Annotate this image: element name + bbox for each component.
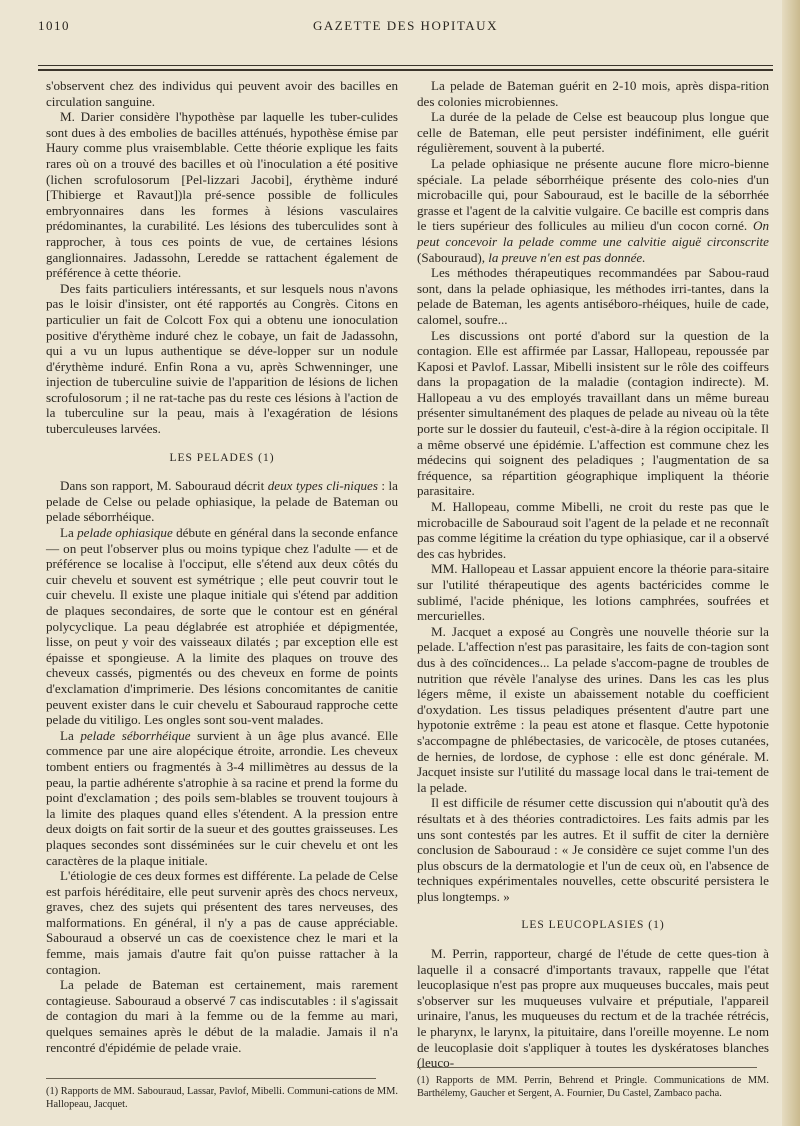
paragraph: s'observent chez des individus qui peuvent avoir des bacilles en circulation sanguine. [46,78,398,109]
footnote-right: (1) Rapports de MM. Perrin, Behrend et Pringle. Communications de MM. Barthélemy, Gaucher et Sergent, A. Fournier, Du Castel, Zambaco pacha. [417,1075,769,1099]
paragraph: M. Darier considère l'hypothèse par laquelle les tuber-culides sont dues à des embolies de bacilles atténués, hypothèse émise par Haury comme plus vraisemblable. Cette théorie explique les faits rares où on a trouvé des bacilles et où l'inoculation a été positive (lichen scrofulosorum [Pel-lizzari Jacobi], érythème induré [Thibierge et Ravaut])la pré-sence possible de follicules embryonnaires dans les formes à lésions vasculaires prédominantes, la curabilité. Les lésions des tuberculides sont à rapprocher, à tous ces points de vue, de certaines lésions ganglionnaires. Jadassohn, Leredde se rattachent également de préférence à cette théorie. [46,109,398,281]
page-header [38,18,773,40]
paragraph: Les méthodes thérapeutiques recommandées par Sabou-raud sont, dans la pelade ophiasique, les méthodes irri-tantes, dans la pelade de Bateman, les agents antiséboro-rhéiques, huile de cade, calomel, soufre... [417,265,769,327]
paragraph: Des faits particuliers intéressants, et sur lesquels nous n'avons pas le loisir d'insister, ont été rapportés au Congrès. Citons en particulier un fait de Colcott Fox qui a obtenu une ionoculation positive d'érythème induré chez le cobaye, un fait de Jadassohn, qui a vu un lupus authentique se déve-lopper sur un nodule d'érythème induré. Enfin Rona a vu, après Schwenninger, une injection de tuberculine suivie de l'apparition de lésions de lichen scrofulosorum ; il ne rat-tache pas du reste ces lésions à l'action de la tuberculine sur la peau, mais à l'exagération de lésions tuberculeuses larvées. [46,280,398,437]
italic-text: deux types cli-niques [267,478,378,494]
text-run: survient à un âge plus avancé. Elle commence par une aire alopécique étroite, arrondie. Les cheveux tombent entiers ou fragmentés à 3-4 millimètres au dessus de la peau, la partie adhérente s'atrophie à sa racine et prend la forme du point d'exclamation ; des poils sem-blables se trouvent toujours à la limite des plaques quand elles s'étendent. A la pression entre deux doigts on fait sortir de la sueur et des gouttes graisseuses. Les plaques secondes sont disséminées sur le cuir chevelu et ont les caractères de la plaque initiale. [46,727,398,868]
header-rule-thin [38,65,773,66]
text-run: La pelade ophiasique ne présente aucune flore micro-bienne spéciale. La pelade séborrhéique présente des colo-nies d'un microbacille qui, pour Sabouraud, est le bacille de la séborrhée grasse et l'agent de la calvitie vulgaire. Ce bacille est compris dans le tiers supérieur des follicules au milieu d'un cocon corné. [417,155,769,234]
paragraph [46,728,398,868]
paragraph: Il est difficile de résumer cette discussion qui n'aboutit qu'à des résultats et à des théories contradictoires. Les faits admis par les uns sont contestés par les autres. Et il suffit de citer la dernière conclusion de Sabouraud : « Je considère ce sujet comme l'un des plus obscurs de la dermatologie et l'un de ceux où, en l'absence de techniques expérimentales nouvelles, cette obscurité persistera le plus longtemps. » [417,795,769,904]
paragraph: M. Hallopeau, comme Mibelli, ne croit du reste pas que le microbacille de Sabouraud soit l'agent de la pelade et ne reconnaît pas comme légitime la création du type ophiasique, car il a observé des cas hybrides. [417,499,769,561]
section-title-leucoplasies: LES LEUCOPLASIES (1) [521,919,665,932]
italic-text: pelade séborrhéique [80,727,191,743]
section-title-pelades: LES PELADES (1) [169,451,275,464]
text-run: débute en général dans la seconde enfance — on peut l'observer plus ou moins typique chez l'adulte — et de préférence se localise à l'occiput, elle s'étend aux deux côtés du cuir chevelu et souvent est symétrique ; elle peut couvrir tout le cuir chevelu. Il existe une plaque initiale qui s'étend par addition de plaques secondaires, de sorte que le contour est en général polycyclique. La peau déglabrée est atrophiée et dépigmentée, lisse, on peut y voir des vaisseaux dilatés ; par exception elle est épaisse et spongieuse. A la limite des plaques on trouve des cheveux cassés, pigmentés ou des cheveux en forme de points d'exclamation d'imprimerie. Des lésions concomitantes de canitie peuvent exister dans le cuir chevelu et Sabouraud rapproche cette pelade du vitiligo. Les ongles sont sou-vent malades. [46,525,398,728]
paragraph: La pelade de Bateman guérit en 2-10 mois, après dispa-rition des colonies microbiennes. [417,78,769,109]
italic-text: la preuve n'en est pas donnée. [488,249,646,265]
text-run: La [60,727,81,743]
paragraph: M. Perrin, rapporteur, chargé de l'étude de cette ques-tion à laquelle il a consacré d'importants travaux, rappelle que l'état leucoplasique n'est pas propre aux muqueuses buccales, mais peut s'observer sur les muqueuses vulvaire et préputiale, l'appareil urinaire, l'anus, les muqueuses du rectum et de la trachée rétrécis, le pharynx, le larynx, la pituitaire, dans l'oreille moyenne. Le nom de leucoplasie doit s'appliquer à toutes les dyskératoses blanches (leuco- [417,946,769,1071]
paragraph [46,525,398,728]
paragraph: L'étiologie de ces deux formes est différente. La pelade de Celse est parfois héréditaire, elle peut survenir après des chocs nerveux, graves, chez des sujets qui présentent des tares nerveuses, des malformations. En général, il n'y a pas de cause appréciable. Sabouraud a observé un cas de coexistence chez le mari et la femme, mais jamais d'autre fait qu'on puisse rattacher à la contagion. [46,868,398,977]
text-run: (Sabouraud), [417,249,489,265]
footnote-rule-right [417,1067,757,1068]
paragraph: La pelade de Bateman est certainement, mais rarement contagieuse. Sabouraud a observé 7 cas indiscutables : il s'agissait de contagion du mari à la femme ou de la femme au mari, quelques semaines après le début de la maladie. Jamais il n'a rencontré d'épidémie de pelade vraie. [46,977,398,1055]
paragraph: Les discussions ont porté d'abord sur la question de la contagion. Elle est affirmée par Lassar, Hallopeau, repoussée par Kaposi et Pavlof. Lassar, Mibelli insistent sur le rôle des coiffeurs dans la propagation de la maladie (contagion indirecte). M. Hallopeau a vu des employés travaillant dans un même bureau présenter simultanément des plaques de pelade au niveau où la tête porte sur le dossier du fauteuil, c'est-à-dire à la région occipitale. Il a même observé une épidémie. L'affection est commune chez les médecins qui soignent des peladiques ; l'augmentation de sa fréquence, sa répartition géographique impliquent la théorie parasitaire. [417,327,769,499]
paragraph [46,478,398,525]
italic-text: pelade ophiasique [77,525,173,541]
page-spine-edge [782,0,800,1126]
paragraph [417,156,769,265]
journal-title: GAZETTE DES HOPITAUX [313,18,498,33]
paragraph: La durée de la pelade de Celse est beaucoup plus longue que celle de Bateman, elle peut persister indéfiniment, elle guérit régulièrement, souvent à la puberté. [417,109,769,156]
text-run: : la pelade de Celse ou pelade ophiasique, la pelade de Bateman ou pelade séborrhéique. [46,478,398,525]
left-column [46,78,398,1055]
footnote-left: (1) Rapports de MM. Sabouraud, Lassar, Pavlof, Mibelli. Communi-cations de MM. Hallopeau, Jacquet. [46,1086,398,1110]
footnote-rule-left [46,1078,376,1079]
header-rule-thick [38,69,773,71]
page-number: 1010 [38,18,70,33]
italic-text: On peut concevoir la pelade comme une calvitie aiguë circonscrite [417,218,769,249]
paragraph: M. Jacquet a exposé au Congrès une nouvelle théorie sur la pelade. L'affection n'est pas parasitaire, les faits de con-tagion sont dus à des coïncidences... La pelade s'accom-pagne de troubles de nutrition que révèle l'analyse des urines. Dans les cas les plus légers même, il existe un abaissement notable du coefficient d'oxydation. Les tissus peladiques présentent d'autre part une hypotonie extrême : la peau est atone et flasque. Cette hypotonie s'accompagne de phlébectasies, de varicocèle, de ptoses cutanées, de hernies, de lordose, de cyphose : elle est donc générale. M. Jacquet insiste sur l'utilité du massage local dans le trai-tement de la pelade. [417,623,769,795]
text-run: La [60,525,78,541]
right-column [417,78,769,1071]
paragraph: MM. Hallopeau et Lassar appuient encore la théorie para-sitaire sur l'utilité thérapeutique des agents bactéricides comme le sublimé, l'acide phénique, les lotions camphrées, soufrées et mercurielles. [417,561,769,624]
text-run: Dans son rapport, M. Sabouraud décrit [60,478,268,494]
